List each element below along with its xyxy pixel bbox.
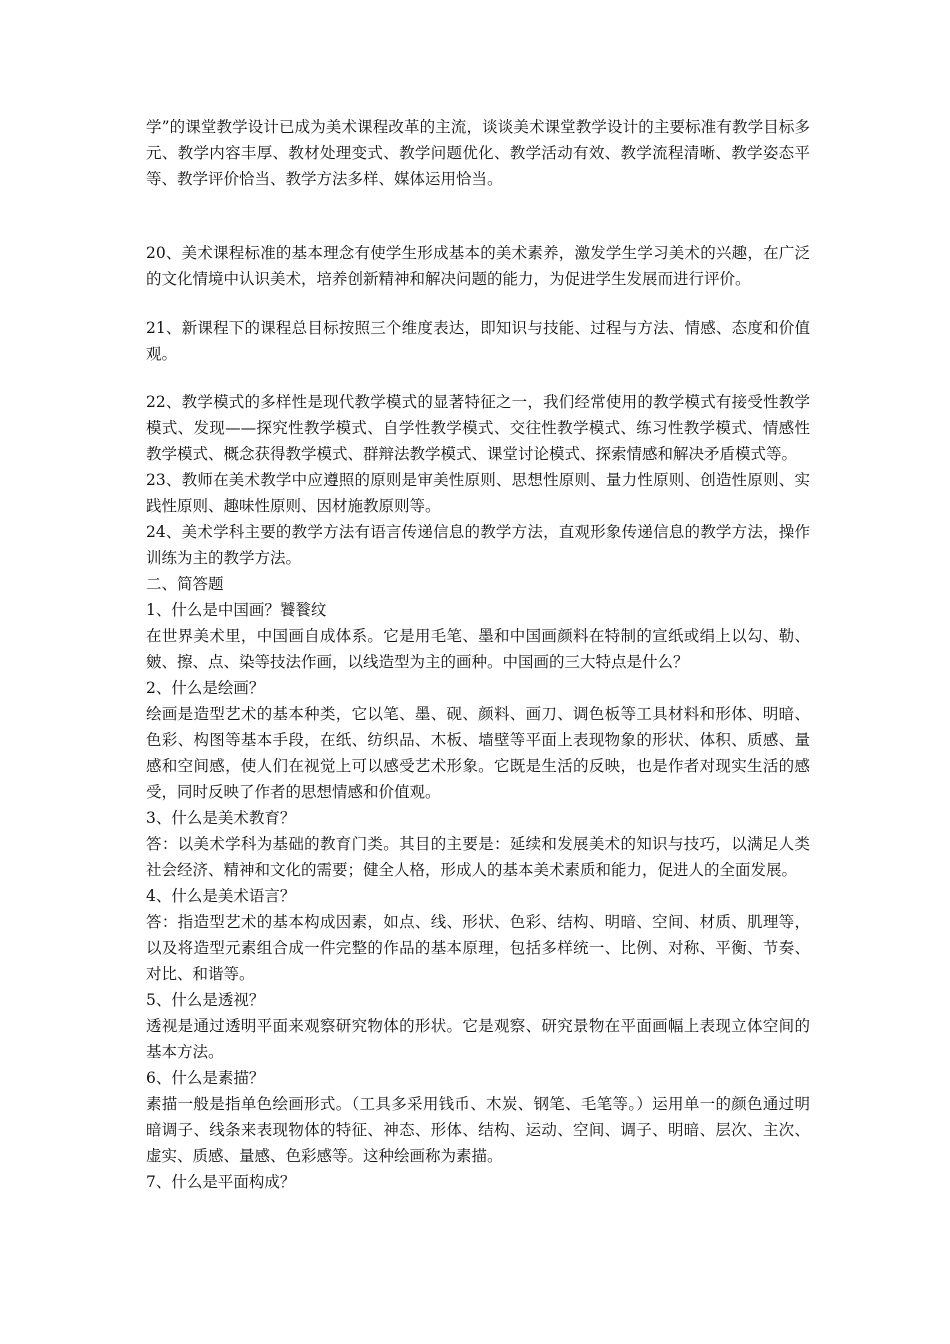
section-heading-short-answer: 二、简答题	[146, 575, 224, 593]
question-1: 1、什么是中国画？饕餮纹	[146, 601, 327, 619]
item-20	[146, 240, 810, 292]
answer-1: 在世界美术里，中国画自成体系。它是用毛笔、墨和中国画颜料在特制的宣纸或绢上以勾、勒、皴、擦、点、染等技法作画，以线造型为主的画种。中国画的三大特点是什么？	[146, 627, 810, 671]
question-6: 6、什么是素描？	[146, 1069, 265, 1087]
paragraph-20: 20、美术课程标准的基本理念有使学生形成基本的美术素养，激发学生学习美术的兴趣，在广泛的文化情境中认识美术，培养创新精神和解决问题的能力，为促进学生发展而进行评价。	[146, 244, 810, 288]
answer-4: 答：指造型艺术的基本构成因素，如点、线、形状、色彩、结构、明暗、空间、材质、肌理等，以及将造型元素组合成一件完整的作品的基本原理，包括多样统一、比例、对称、平衡、节奏、对比、和谐等。	[146, 913, 810, 983]
paragraph-24: 24、美术学科主要的教学方法有语言传递信息的教学方法，直观形象传递信息的教学方法，操作训练为主的教学方法。	[146, 523, 810, 567]
paragraph-intro-text: 学”的课堂教学设计已成为美术课程改革的主流，谈谈美术课堂教学设计的主要标准有教学目标多元、教学内容丰厚、教材处理变式、教学问题优化、教学活动有效、教学流程清晰、教学姿态平等、教学评价恰当、教学方法多样、媒体运用恰当。	[146, 118, 810, 188]
question-2: 2、什么是绘画？	[146, 679, 265, 697]
question-4: 4、什么是美术语言？	[146, 887, 296, 905]
answer-6: 素描一般是指单色绘画形式。（工具多采用钱币、木炭、钢笔、毛笔等。）运用单一的颜色通过明暗调子、线条来表现物体的特征、神态、形体、结构、运动、空间、调子、明暗、层次、主次、虚实、质感、量感、色彩感等。这种绘画称为素描。	[146, 1095, 810, 1165]
paragraph-21: 21、新课程下的课程总目标按照三个维度表达，即知识与技能、过程与方法、情感、态度和价值观。	[146, 319, 810, 363]
paragraph-22: 22、教学模式的多样性是现代教学模式的显著特征之一，我们经常使用的教学模式有接受性教学模式、发现——探究性教学模式、自学性教学模式、交往性教学模式、练习性教学模式、情感性教学模式、概念获得教学模式、群辩法教学模式、课堂讨论模式、探索情感和解决矛盾模式等。	[146, 393, 810, 463]
question-3: 3、什么是美术教育？	[146, 809, 296, 827]
answer-2: 绘画是造型艺术的基本种类，它以笔、墨、砚、颜料、画刀、调色板等工具材料和形体、明暗、色彩、构图等基本手段，在纸、纺织品、木板、墙壁等平面上表现物象的形状、体积、质感、量感和空间感，使人们在视觉上可以感受艺术形象。它既是生活的反映，也是作者对现实生活的感受，同时反映了作者的思想情感和价值观。	[146, 705, 810, 801]
paragraph-23: 23、教师在美术教学中应遵照的原则是审美性原则、思想性原则、量力性原则、创造性原则、实践性原则、趣味性原则、因材施教原则等。	[146, 471, 810, 515]
answer-5: 透视是通过透明平面来观察研究物体的形状。它是观察、研究景物在平面画幅上表现立体空间的基本方法。	[146, 1017, 810, 1061]
answer-3: 答：以美术学科为基础的教育门类。其目的主要是：延续和发展美术的知识与技巧，以满足人类社会经济、精神和文化的需要；健全人格，形成人的基本美术素质和能力，促进人的全面发展。	[146, 835, 810, 879]
item-21	[146, 315, 810, 367]
question-5: 5、什么是透视？	[146, 991, 265, 1009]
intro-paragraph	[146, 114, 810, 192]
section-items-22-to-end	[146, 389, 810, 1195]
question-7: 7、什么是平面构成？	[146, 1173, 296, 1191]
